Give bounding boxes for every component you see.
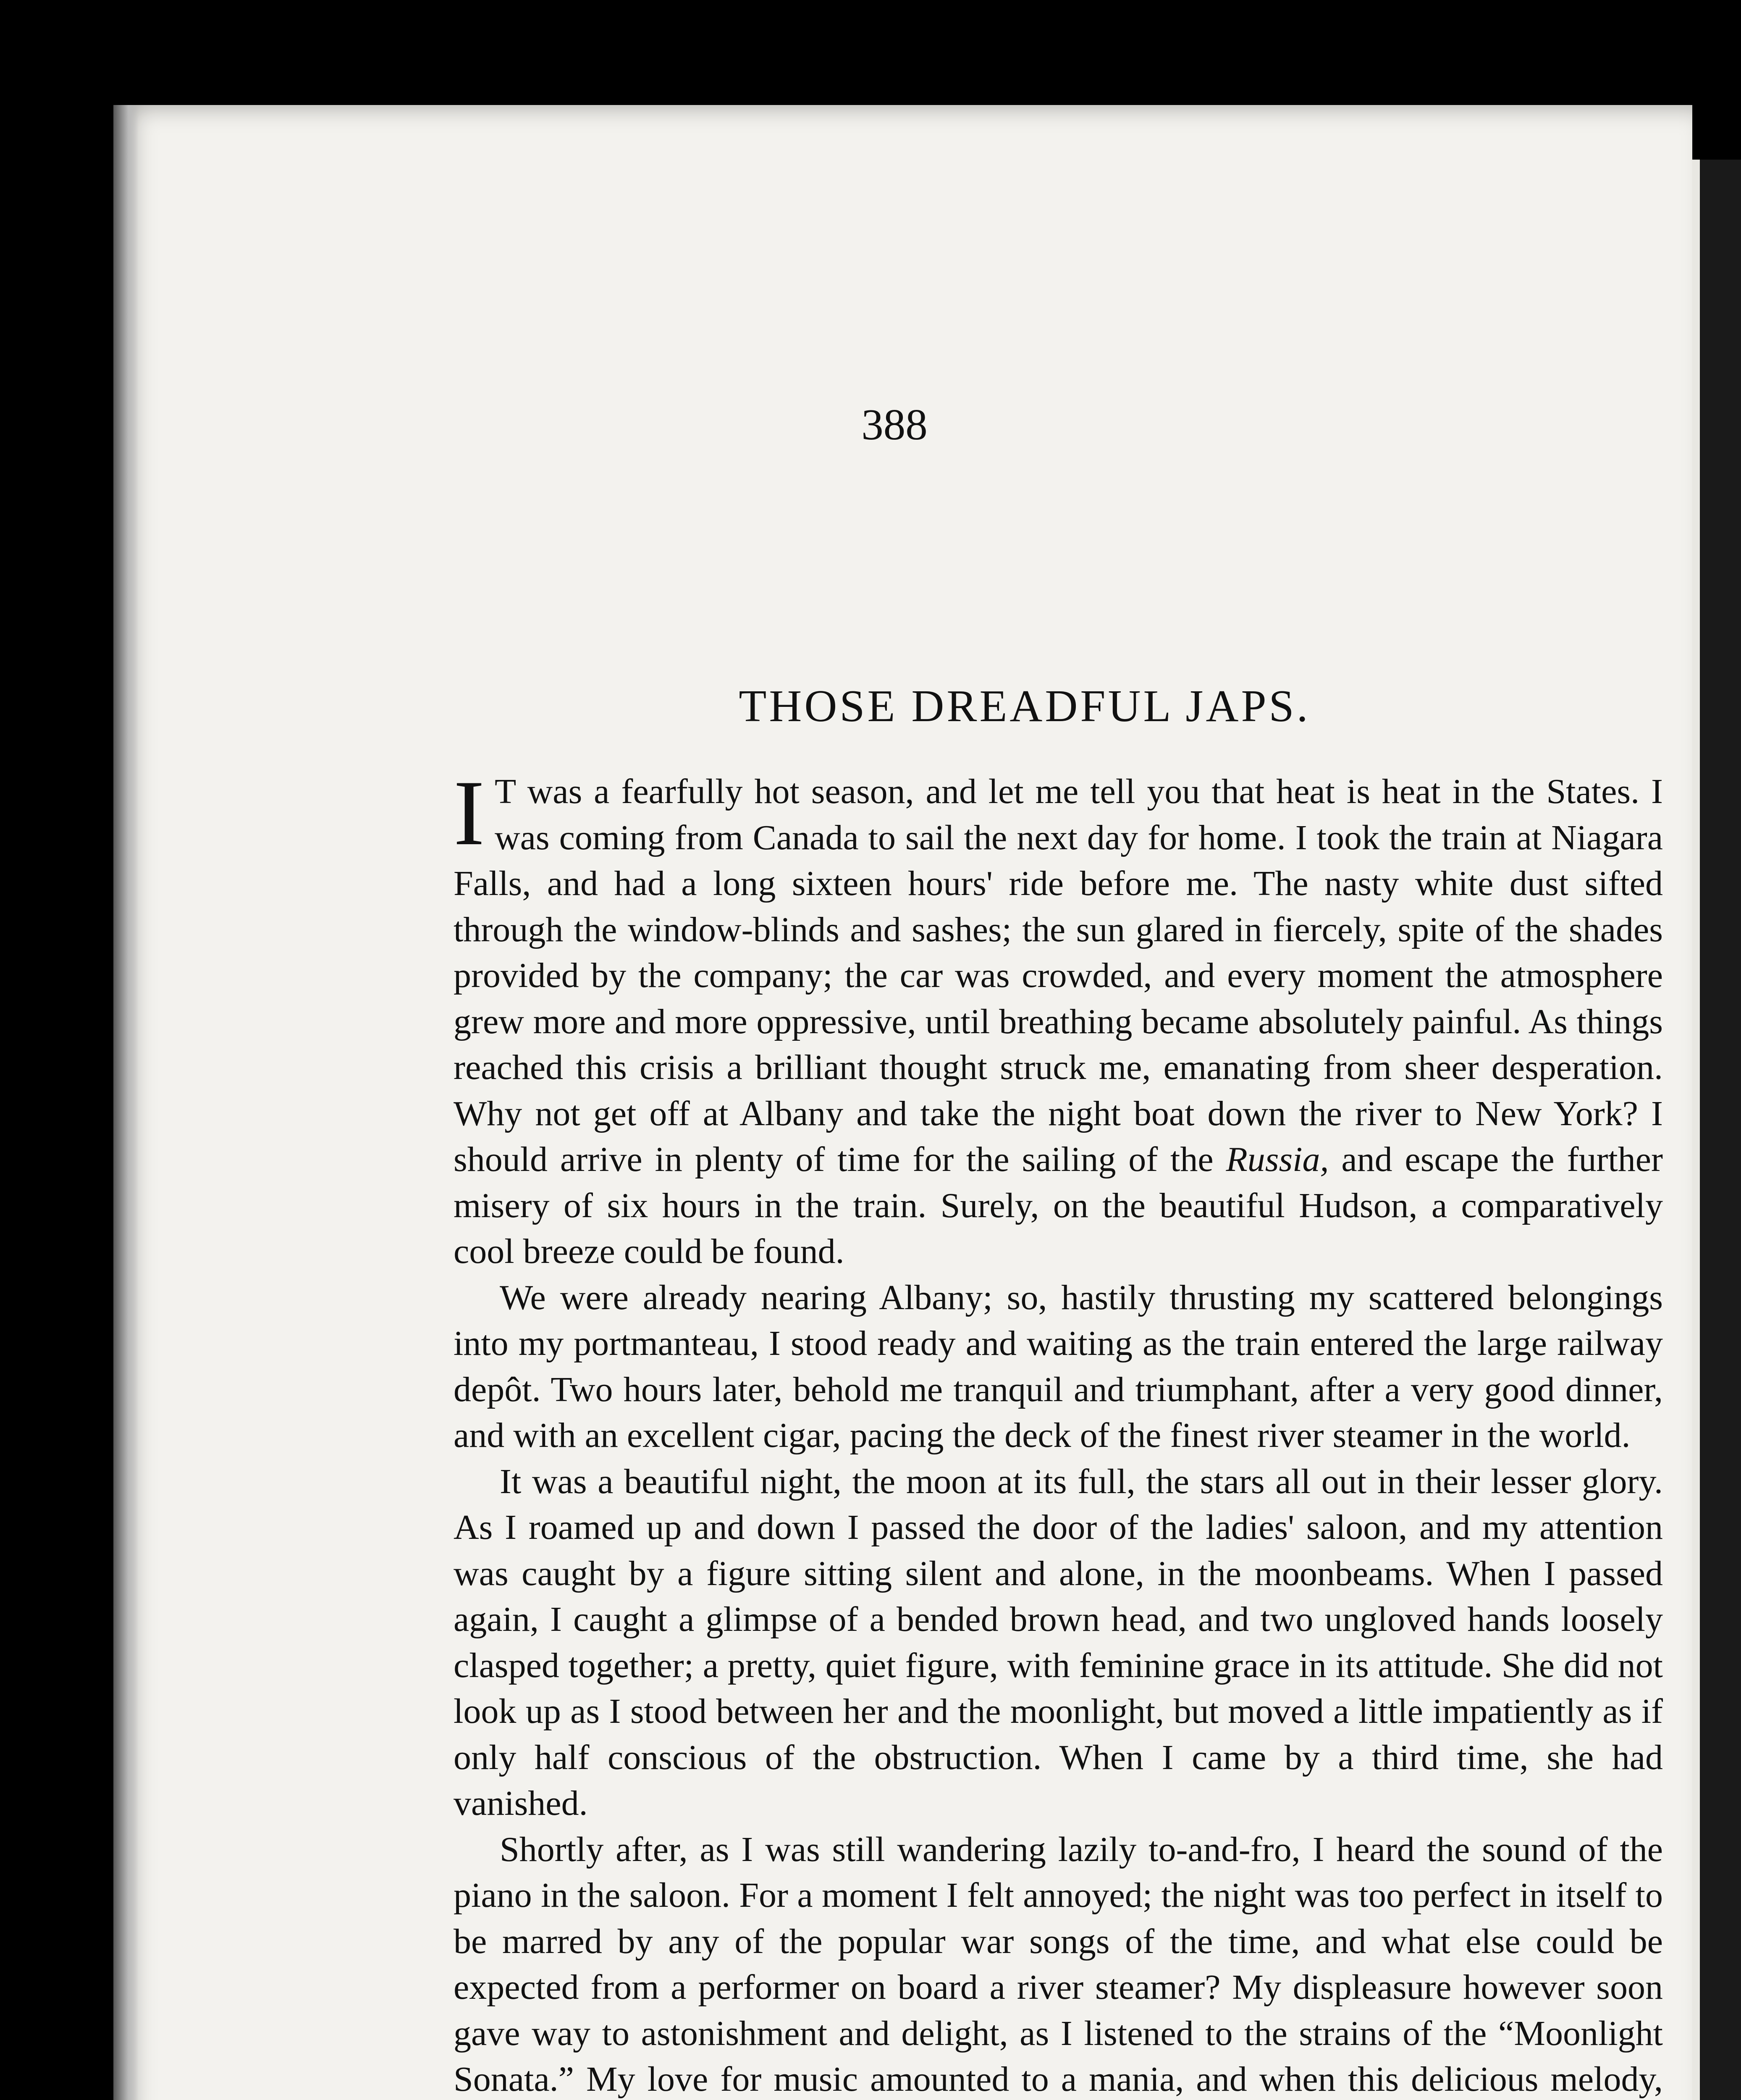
paragraph-2: We were already nearing Albany; so, hastily thrusting my scattered belongings into my portmanteau, I stood ready and waiting as the train entered the large railway depôt. Two hours later, behold me tranquil and triumphant, after a very good dinner, and with an excellent cigar, pacing the deck of the finest river steamer in the world. — [454, 1278, 1663, 1455]
book-page — [113, 105, 1692, 2100]
chapter-title: THOSE DREADFUL JAPS. — [739, 681, 1311, 731]
paragraph-1 — [454, 761, 1663, 1275]
drop-cap: I — [454, 761, 485, 865]
adjacent-page-edge — [1692, 160, 1741, 2100]
ship-name: Russia, — [1226, 1140, 1329, 1179]
paragraph-1-tail: and escape the further misery of six hours in the train. Surely, on the beautiful Hudson, a comparatively cool breeze could be found. — [454, 1140, 1663, 1271]
paragraph-1-text: T was a fearfully hot season, and let me tell you that heat is heat in the States. I was coming from Canada to sail the next day for home. I took the train at Niagara Falls, and had a long sixteen hours' ride before me. The nasty white dust sifted through the window-blinds and sashes; the sun glared in fiercely, spite of the shades provided by the company; the car was crowded, and every moment the atmosphere grew more and more oppressive, until breathing became absolutely painful. As things reached this crisis a brilliant thought struck me, emanating from sheer desperation. Why not get off at Albany and take the night boat down the river to New York? I should arrive in plenty of time for the sailing of the — [454, 772, 1663, 1179]
paragraph-3: It was a beautiful night, the moon at its full, the stars all out in their lesser glory. As I roamed up and down I passed the door of the ladies' saloon, and my attention was caught by a figure sitting silent and alone, in the moonbeams. When I passed again, I caught a glimpse of a bended brown head, and two ungloved hands loosely clasped together; a pretty, quiet figure, with feminine grace in its attitude. She did not look up as I stood between her and the moonlight, but moved a little impatiently as if only half conscious of the obstruction. When I came by a third time, she had vanished. — [454, 1462, 1663, 1823]
paragraph-4: Shortly after, as I was still wandering lazily to-and-fro, I heard the sound of the piano in the saloon. For a moment I felt annoyed; the night was too perfect in itself to be marred by any of the popular war songs of the time, and what else could be expected from a performer on board a river steamer? My displeasure however soon gave way to astonishment and delight, as I listened to the strains of the “Moonlight Sonata.” My love for music amounted to a mania, and when this delicious melody, — [454, 1830, 1663, 2099]
page-number: 388 — [861, 400, 928, 449]
body-text — [454, 761, 1663, 2100]
page-gutter-shadow — [113, 105, 139, 2100]
